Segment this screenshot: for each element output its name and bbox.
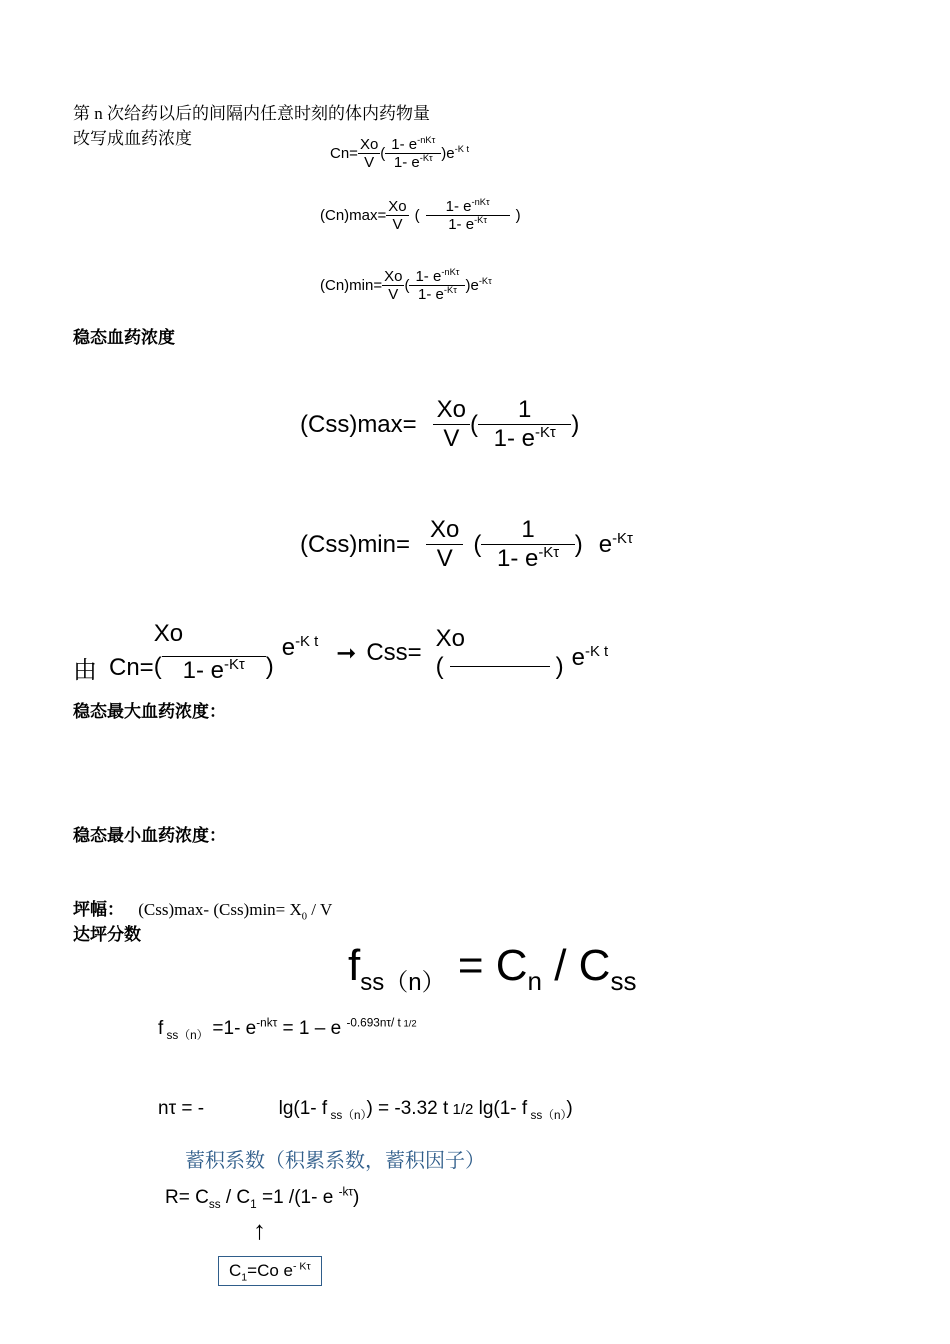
text-n-dose-amount: 第 n 次给药以后的间隔内任意时刻的体内药物量 (73, 104, 430, 123)
f-symbol: f (348, 941, 361, 990)
formula-fraction (409, 268, 465, 303)
paren: ) (515, 207, 521, 224)
formula-cn-min-lhs: (Cn)min= (320, 277, 383, 294)
exp-term: $e^{-K t}$ (281, 633, 319, 661)
denominator: 1- $e^{-K\tau}$ (393, 153, 433, 171)
formula-derivation-left (154, 620, 274, 685)
c1-box (218, 1256, 322, 1286)
exp-term: $e^{-K t}$ (571, 643, 609, 671)
rhs: =Co e (247, 1261, 293, 1280)
formula-cn-fraction (385, 136, 441, 171)
f-symbol: f (158, 1018, 164, 1039)
heading-fraction: 达坪分数 (73, 925, 141, 944)
rhs: =1 /(1- e (256, 1187, 339, 1208)
paren: ) (465, 277, 471, 294)
numerator: 1 (478, 396, 571, 425)
right-bracket-row (436, 653, 564, 681)
exp2-sub: 1/2 (400, 1018, 417, 1030)
numerator: 1 (481, 516, 574, 545)
formula-cn-min (320, 268, 492, 303)
denominator: V (388, 286, 399, 303)
equals-c: = C (445, 941, 528, 990)
formula-r (165, 1187, 359, 1209)
formula-css-min-lhs: (Css)min= (300, 530, 411, 558)
exp-term: $e^{-K\tau}$ (598, 530, 633, 558)
paren: ) (441, 145, 447, 162)
formula-cn-max (320, 198, 521, 233)
formula-css-min (300, 516, 633, 573)
half: 1/2 (448, 1101, 474, 1118)
sub-ss: ss (610, 966, 637, 996)
formula-ntau (158, 1098, 573, 1120)
numerator: Xo (426, 516, 463, 545)
fluctuation-label: 坪幅： (73, 900, 124, 919)
close: ) (353, 1187, 360, 1208)
formula-x0-over-v (382, 268, 404, 303)
exp: -kτ (338, 1185, 354, 1199)
fraction (162, 648, 266, 685)
div-c: / C (541, 941, 611, 990)
denominator: 1- $e^{-K\tau}$ (182, 657, 245, 684)
paren: ( (414, 207, 420, 224)
heading-steady-max: 稳态最大血药浓度： (73, 702, 226, 721)
numerator: Xo (388, 198, 407, 215)
fluctuation-line (73, 900, 333, 923)
sub: ss（n） (360, 969, 446, 996)
numerator: 1- $e^{-nK\tau}$ (409, 268, 465, 286)
numerator: Xo (359, 136, 379, 153)
formula-css-max-lhs: (Css)max= (300, 410, 417, 438)
exp2: -0.693nτ/ t (346, 1016, 401, 1030)
up-arrow-icon: ↑ (253, 1215, 266, 1245)
paren: ( (404, 277, 410, 294)
paren: ) (574, 530, 583, 558)
denominator: 1- $e^{-K\tau}$ (493, 425, 556, 452)
fluctuation-formula: (Css)max- $(Css)\min= X_0 / V$ (138, 900, 333, 923)
empty-numerator (162, 648, 266, 657)
exp-term: $e^{-K\tau}$ (470, 276, 492, 294)
text-rewrite-conc: 改写成血药浓度 (73, 129, 192, 148)
numerator: Xo (433, 396, 470, 425)
c: C (229, 1261, 242, 1280)
formula-cn-lhs: Cn= (330, 145, 358, 162)
formula-cn (330, 136, 469, 171)
lhs: nτ = - (158, 1098, 205, 1119)
heading-steady-state-conc: 稳态血药浓度 (73, 328, 175, 347)
left-bracket-row (154, 648, 274, 685)
formula-css-max (300, 396, 579, 453)
paren: ( (470, 410, 479, 438)
sub-n: n (527, 966, 542, 996)
formula-cn-x0-over-v (358, 136, 380, 171)
exp: - Kτ (292, 1260, 311, 1273)
denominator: V (364, 154, 375, 171)
paren: ( (153, 652, 162, 680)
formula-css-short-lhs: Css= (366, 638, 422, 666)
formula-fraction (481, 516, 574, 573)
denominator: V (443, 425, 460, 452)
sub-1: 1 (241, 1271, 248, 1284)
denominator: V (436, 545, 453, 572)
mid-b: ) = -3.32 t (366, 1098, 449, 1119)
formula-fss-main (348, 936, 636, 1013)
formula-fraction (426, 198, 510, 233)
sub: ss（n） (327, 1108, 367, 1122)
sub: ss（n） (163, 1028, 209, 1042)
denominator: 1- $e^{-K\tau}$ (418, 285, 457, 303)
paren: ( (380, 145, 386, 162)
heading-steady-min: 稳态最小血药浓度： (73, 826, 226, 845)
text-by: 由 (73, 656, 97, 684)
formula-cn-short-lhs: Cn= (109, 653, 154, 681)
rhs-b: = 1 – e (277, 1018, 347, 1039)
lhs: R= C (165, 1187, 209, 1208)
denominator: 1- $e^{-K\tau}$ (448, 215, 488, 233)
arrow-right-icon: ➞ (336, 638, 357, 667)
close: ) (566, 1098, 573, 1119)
formula-derivation (73, 620, 608, 685)
formula-x0-over-v (433, 396, 470, 453)
numerator: Xo (384, 268, 403, 285)
sub-end: ss（n） (527, 1108, 567, 1122)
sub-ss: ss (208, 1197, 221, 1211)
denominator: 1- $e^{-K\tau}$ (496, 545, 560, 572)
mid-a: lg(1- f (278, 1098, 328, 1119)
formula-fss-expand (158, 1018, 417, 1040)
formula-fraction (478, 396, 571, 453)
formula-x0-over-v (426, 516, 463, 573)
formula-x0-over-v (386, 198, 408, 233)
empty-fraction-bar (450, 666, 550, 667)
denominator: V (392, 216, 403, 233)
formula-cn-max-lhs: (Cn)max= (320, 207, 387, 224)
heading-accumulation: 蓄积系数（积累系数，蓄积因子） (185, 1148, 485, 1172)
exp: -nkτ (256, 1016, 278, 1030)
numerator: 1- $e^{-nK\tau}$ (426, 198, 510, 216)
numerator: 1- $e^{-nK\tau}$ (385, 136, 441, 154)
exp-term: $e^{-K t}$ (446, 144, 470, 162)
mid-c: lg(1- f (473, 1098, 528, 1119)
paren: ) (265, 652, 274, 680)
paren: ) (571, 410, 580, 438)
paren: ( (473, 530, 482, 558)
numerator: Xo (153, 620, 184, 647)
paren: ) (555, 652, 564, 680)
sub-1: 1 (250, 1197, 257, 1211)
formula-derivation-right (436, 625, 564, 681)
numerator: Xo (435, 624, 466, 652)
rhs-a: =1- e (212, 1018, 257, 1039)
div: / C (220, 1187, 251, 1208)
paren: ( (435, 652, 444, 680)
